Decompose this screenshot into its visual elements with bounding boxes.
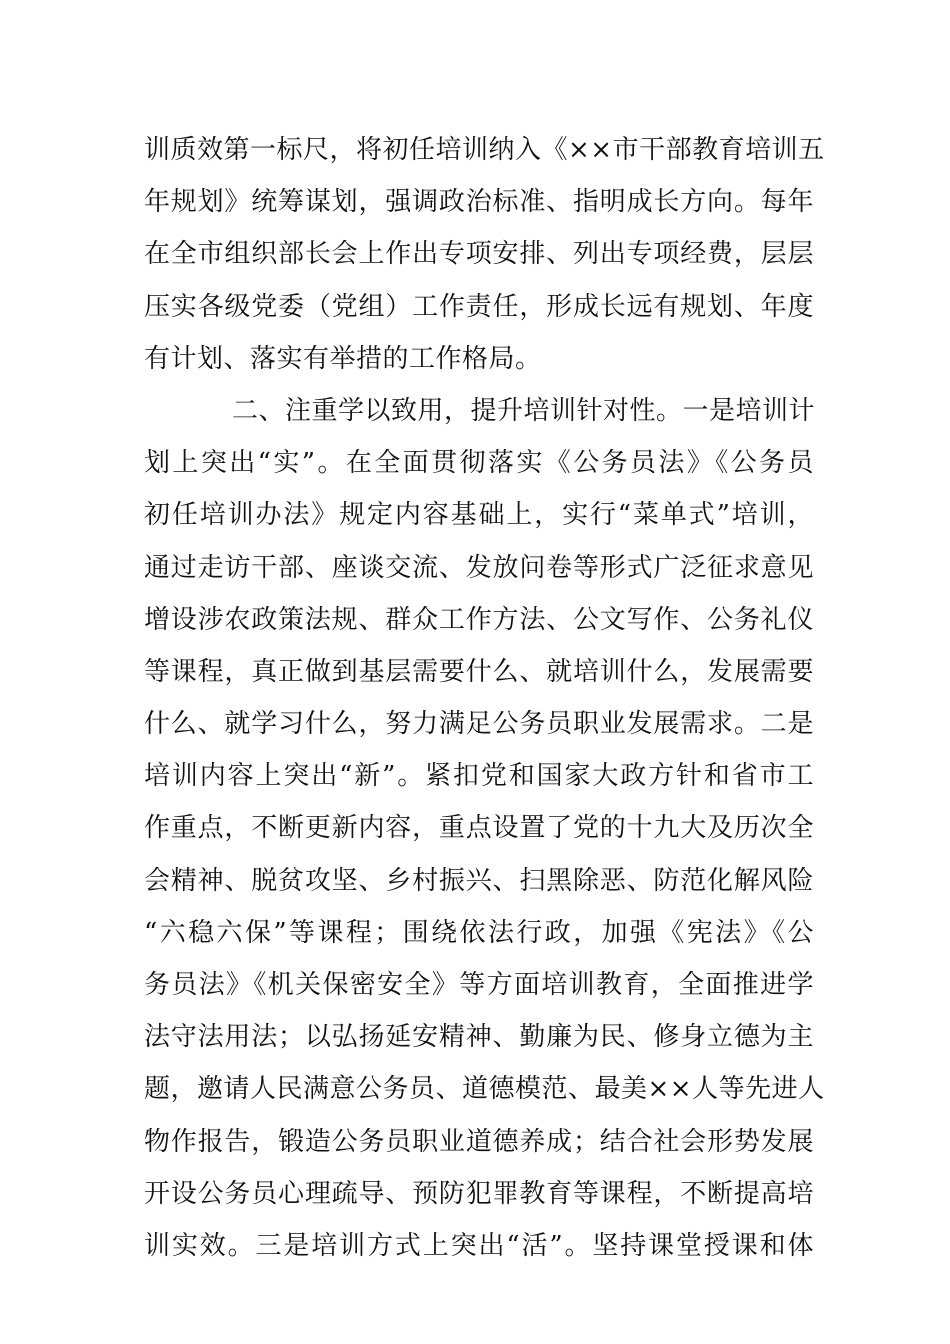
text-line-13: 培训内容上突出“新”。紧扣党和国家大政方针和省市工 (144, 761, 814, 792)
text-line-14: 作重点，不断更新内容，重点设置了党的十九大及历次全 (144, 813, 814, 844)
text-line-21: 开设公务员心理疏导、预防犯罪教育等课程，不断提高培 (144, 1178, 814, 1209)
text-line-22: 训实效。三是培训方式上突出“活”。坚持课堂授课和体 (144, 1230, 814, 1261)
text-line-18: 法守法用法；以弘扬延安精神、勤廉为民、修身立德为主 (144, 1022, 814, 1053)
text-line-7: 划上突出“实”。在全面贯彻落实《公务员法》《公务员 (144, 448, 814, 479)
text-line-20: 物作报告，锻造公务员职业道德养成；结合社会形势发展 (144, 1126, 814, 1157)
text-line-10: 增设涉农政策法规、群众工作方法、公文写作、公务礼仪 (144, 604, 814, 635)
text-line-1: 训质效第一标尺，将初任培训纳入《××市干部教育培训五 (144, 135, 825, 165)
text-line-2: 年规划》统筹谋划，强调政治标准、指明成长方向。每年 (144, 187, 814, 218)
section-heading-line: 二、注重学以致用，提升培训针对性。一是培训计 (232, 395, 816, 426)
text-line-5: 有计划、落实有举措的工作格局。 (144, 343, 542, 374)
text-line-16: “六稳六保”等课程；围绕依法行政，加强《宪法》《公 (144, 917, 814, 948)
text-line-3: 在全市组织部长会上作出专项安排、列出专项经费，层层 (144, 239, 814, 270)
text-line-8: 初任培训办法》规定内容基础上，实行“菜单式”培训， (144, 500, 814, 531)
text-line-17: 务员法》《机关保密安全》等方面培训教育，全面推进学 (144, 970, 814, 1000)
text-line-12: 什么、就学习什么，努力满足公务员职业发展需求。二是 (144, 709, 814, 740)
text-line-19: 题，邀请人民满意公务员、道德模范、最美××人等先进人 (144, 1074, 825, 1105)
text-line-11: 等课程，真正做到基层需要什么、就培训什么，发展需要 (144, 656, 814, 687)
text-line-4: 压实各级党委（党组）工作责任，形成长远有规划、年度 (144, 291, 814, 322)
text-line-15: 会精神、脱贫攻坚、乡村振兴、扫黑除恶、防范化解风险 (144, 865, 814, 896)
body-text (144, 124, 825, 1272)
text-line-9: 通过走访干部、座谈交流、发放问卷等形式广泛征求意见 (144, 552, 814, 583)
